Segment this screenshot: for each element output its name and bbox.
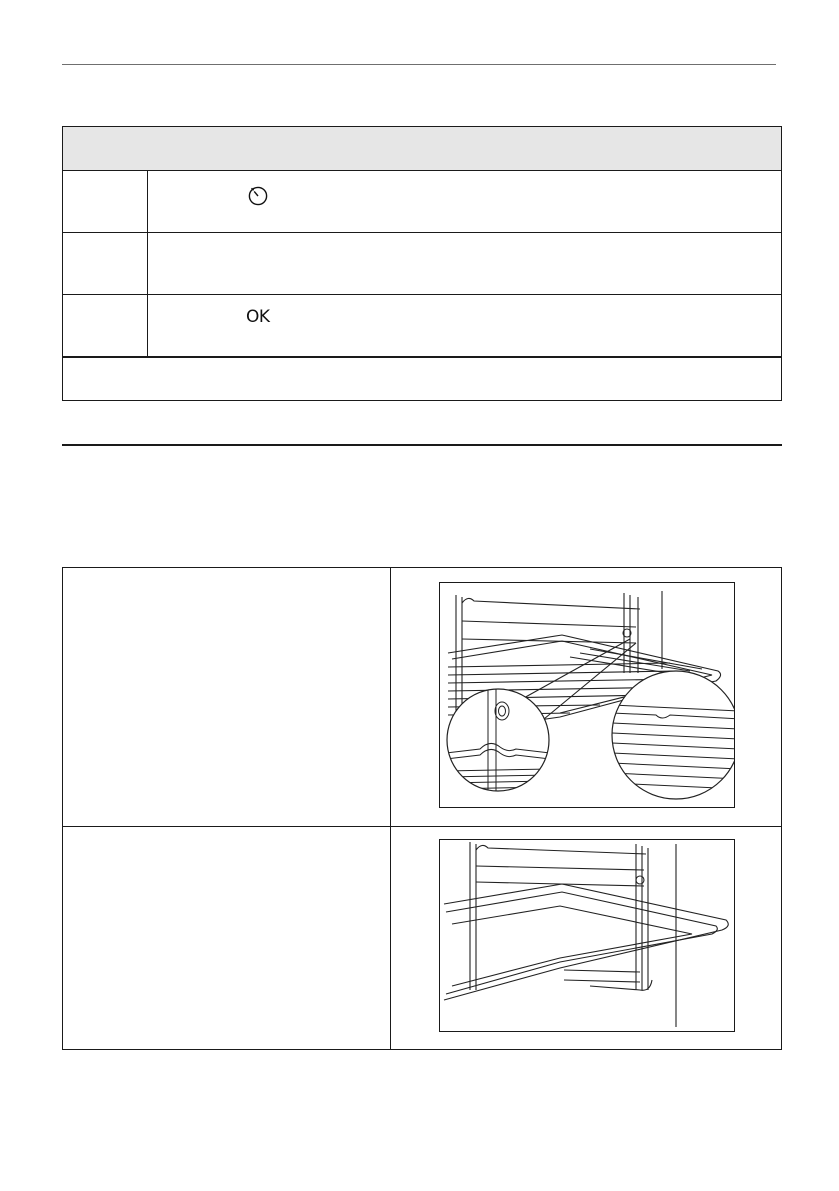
illustration-table [62, 567, 782, 1050]
step-table-note [63, 358, 781, 400]
illustration-text-cell [63, 827, 391, 1049]
illustration-figure-cell [391, 568, 781, 826]
illustration-text-cell [63, 568, 391, 826]
step-row-1 [63, 171, 781, 233]
step-number-cell [63, 295, 148, 356]
wire-shelf-illustration [439, 582, 735, 808]
illustration-figure-cell [391, 827, 781, 1049]
step-row-2 [63, 233, 781, 295]
illustration-row-2 [63, 827, 781, 1049]
step-instruction-cell [148, 295, 781, 356]
section-divider [62, 444, 782, 446]
step-number-cell [63, 171, 148, 232]
baking-tray-illustration [439, 839, 735, 1032]
illustration-row-1 [63, 568, 781, 827]
step-instruction-cell [148, 171, 781, 232]
step-instruction-cell [148, 233, 781, 294]
step-number-cell [63, 233, 148, 294]
page-header-rule [62, 64, 776, 65]
step-table-header [63, 127, 781, 171]
timer-icon [246, 183, 270, 207]
step-table [62, 126, 782, 401]
ok-button-icon: OK [246, 307, 270, 327]
step-row-3 [63, 295, 781, 358]
